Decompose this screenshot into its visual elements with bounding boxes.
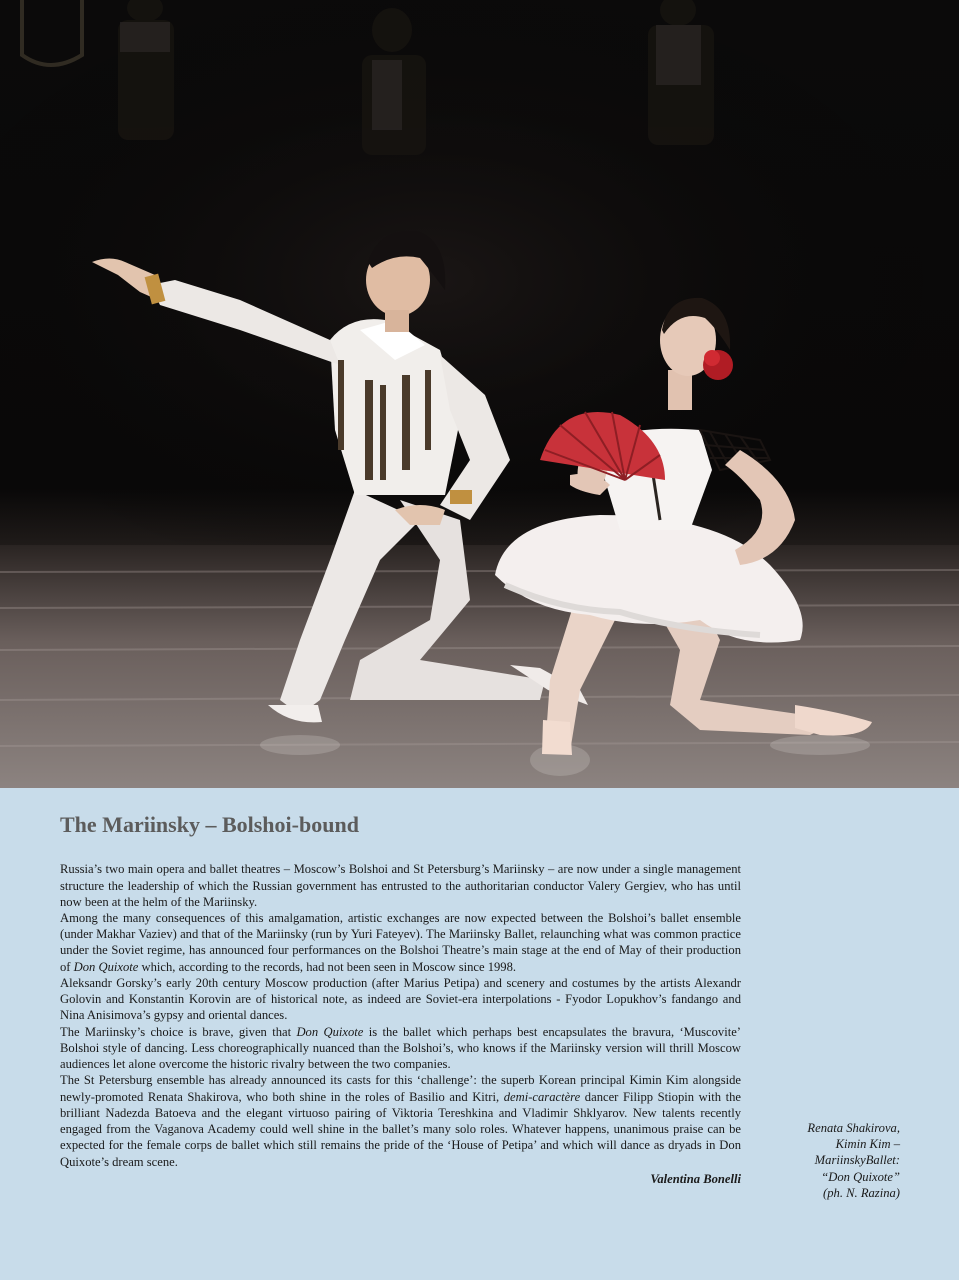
caption-line: Kimin Kim – [835,1137,900,1152]
photo-caption [740,1120,900,1201]
author-byline: Valentina Bonelli [650,1171,741,1186]
article [60,812,741,1187]
caption-line: MariinskyBallet: [814,1153,900,1168]
caption-line: (ph. N. Razina) [823,1185,900,1200]
article-paragraph: Aleksandr Gorsky’s early 20th century Moscow production (after Marius Petipa) and scenery and costumes by the artists Alexandr Golovin and Konstantin Korovin are of historical note, as indeed are Soviet-era interpolations - Fyodor Lopukhov’s fandango and Nina Anisimova’s gypsy and oriental dances. [60,975,741,1023]
article-paragraph: The St Petersburg ensemble has already announced its casts for this ‘challenge’: the superb Korean principal Kimin Kim alongside newly-promoted Renata Shakirova, who both shine in the roles of Basilio and Kitri, demi-caractère dancer Filipp Stiopin with the brilliant Nadezda Batoeva and the elegant virtuoso pairing of Viktoria Tereshkina and Vladimir Shklyarov. New talents recently engaged from the Vaganova Academy could well shine in the ballet’s many solo roles. Whatever happens, unanimous praise can be expected for the female corps de ballet which still remains the pride of the ‘House of Petipa’ and which will dance as dryads in Don Quixote’s dream scene. [60,1073,742,1169]
caption-line: “Don Quixote” [821,1169,900,1184]
article-title: The Mariinsky – Bolshoi-bound [60,812,359,837]
caption-line: Renata Shakirova, [807,1121,900,1135]
article-paragraph: Among the many consequences of this amalgamation, artistic exchanges are now expected between the Bolshoi’s ballet ensemble (under Makhar Vaziev) and that of the Mariinsky (run by Yuri Fateyev). The Mariinsky Ballet, relaunching what was common practice under the Soviet regime, has announced four performances on the Bolshoi Theatre’s main stage at the end of May of their production of Don Quixote which, according to the records, had not been seen in Moscow since 1998. [60,911,741,974]
article-paragraph: Russia’s two main opera and ballet theatres – Moscow’s Bolshoi and St Petersburg’s Mariinsky – are now under a single management structure the leadership of which the Russian government has entrusted to the authoritarian conductor Valery Gergiev, who has until now been at the helm of the Mariinsky. [60,862,741,909]
article-paragraph: The Mariinsky’s choice is brave, given that Don Quixote is the ballet which perhaps best encapsulates the bravura, ‘Muscovite’ Bolshoi style of dancing. Less choreographically nuanced than the Bolshoi’s, who knows if the Mariinsky version will thrill Moscow audiences let alone overcome the historic rivalry between the two companies. [60,1024,741,1072]
